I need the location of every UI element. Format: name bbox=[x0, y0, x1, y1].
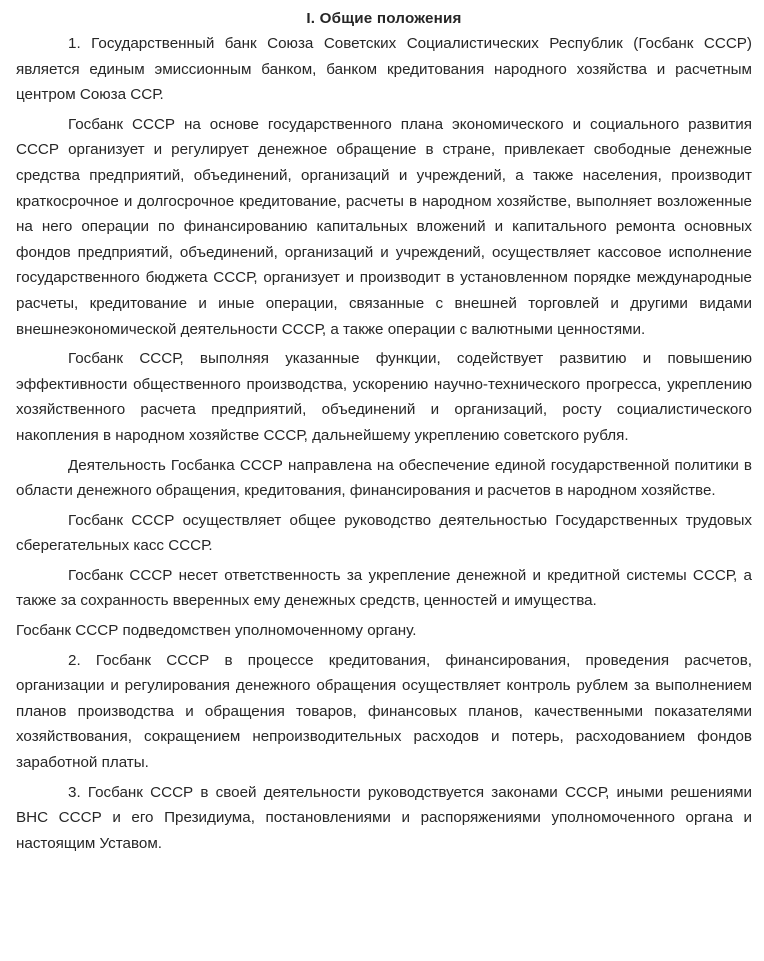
paragraph-5: Госбанк СССР осуществляет общее руководство деятельностью Государственных трудовых сберегательных касс СССР. bbox=[16, 511, 752, 555]
paragraph-7: Госбанк СССР подведомствен уполномоченному органу. bbox=[16, 622, 417, 640]
paragraph-4: Деятельность Госбанка СССР направлена на обеспечение единой государственной политики в области денежного обращения, кредитования, финансирования и расчетов в народном хозяйстве. bbox=[16, 456, 752, 500]
paragraph-2: Госбанк СССР на основе государственного плана экономического и социального развития СССР организует и регулирует денежное обращение в стране, привлекает свободные денежные средства предприятий, объединений, организаций и учреждений, а также населения, производит краткосрочное и долгосрочное кредитование, расчеты в народном хозяйстве, выполняет возложенные на него операции по финансированию капитальных вложений и капитального ремонта основных фондов предприятий, объединений, организаций и учреждений, осуществляет кассовое исполнение государственного бюджета СССР, организует и производит в установленном порядке международные расчеты, кредитование и иные операции, связанные с внешней торговлей и другими видами внешнеэкономической деятельности СССР, а также операции с валютными ценностями. bbox=[16, 115, 752, 338]
paragraph-9: 3. Госбанк СССР в своей деятельности руководствуется законами СССР, иными решениями ВНС СССР и его Президиума, постановлениями и распоряжениями уполномоченного органа и настоящим Уставом. bbox=[16, 783, 752, 852]
section-heading: I. Общие положения bbox=[306, 10, 462, 27]
paragraph-6: Госбанк СССР несет ответственность за укрепление денежной и кредитной системы СССР, а также за сохранность вверенных ему денежных средств, ценностей и имущества. bbox=[16, 566, 752, 610]
paragraph-3: Госбанк СССР, выполняя указанные функции, содействует развитию и повышению эффективности общественного производства, ускорению научно-технического прогресса, укреплению хозяйственного расчета предприятий, объединений и организаций, росту социалистического накопления в народном хозяйстве СССР, дальнейшему укреплению советского рубля. bbox=[16, 350, 752, 444]
paragraph-1: 1. Государственный банк Союза Советских Социалистических Республик (Госбанк СССР) является единым эмиссионным банком, банком кредитования народного хозяйства и расчетным центром Союза ССР. bbox=[16, 35, 752, 104]
paragraph-8: 2. Госбанк СССР в процессе кредитования, финансирования, проведения расчетов, организации и регулирования денежного обращения осуществляет контроль рублем за выполнением планов производства и обращения товаров, финансовых планов, качественными показателями хозяйствования, сокращением непроизводительных расходов и потерь, расходованием фондов заработной платы. bbox=[16, 651, 752, 772]
